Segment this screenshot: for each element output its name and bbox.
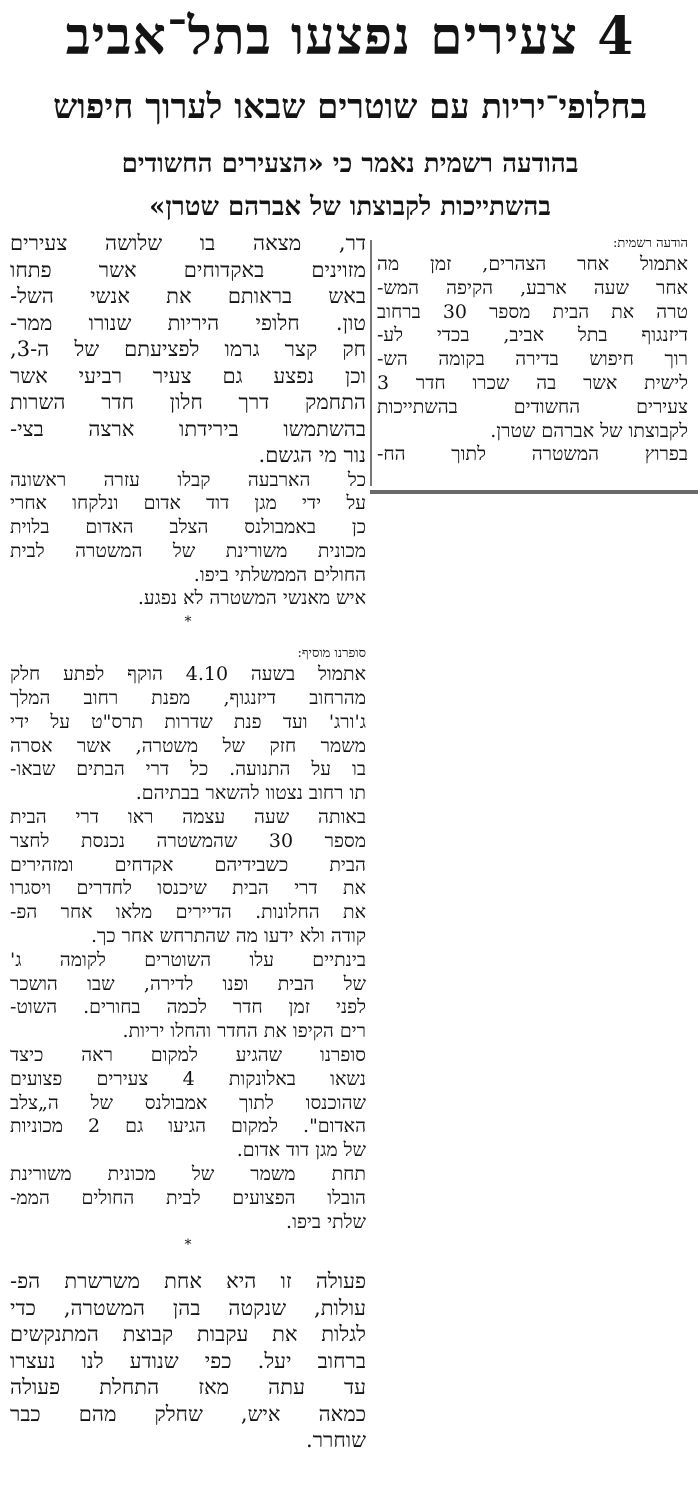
text-line: איש מאנשי המשטרה לא נפגע.	[137, 587, 366, 610]
text-line: מהרחוב דיזנגוף, מפנת רחוב המלך	[10, 687, 366, 710]
text-line: באש בראותם את אנשי השל-	[10, 284, 366, 308]
article-paragraph	[10, 806, 366, 949]
column-end-rule	[370, 490, 698, 494]
article-paragraph	[377, 253, 688, 467]
deck-line-2: בהשתייכות לקבוצתו של אברהם שטרן»	[149, 192, 551, 222]
section-separator-asterisk: *	[184, 614, 192, 631]
text-line: אחר שעה ארבע, הקיפה המש-	[377, 276, 688, 299]
subheadline: בחלופי־יריות עם שוטרים שבאו לערוך חיפוש	[53, 87, 647, 127]
left-column	[10, 230, 366, 1454]
text-line: אתמול אחר הצהרים, זמן מה	[377, 253, 688, 275]
text-line: החולים הממשלתי ביפו.	[193, 563, 366, 586]
correspondent-label: סופרנו מוסיף:	[297, 646, 366, 662]
text-line: כן באמבולנס הצלב האדום בלוית	[10, 516, 366, 539]
text-line: טון. חלופי היריות שנורו ממר-	[10, 310, 366, 335]
text-line: בפרוץ המשטרה לתוך הח-	[377, 443, 688, 466]
text-line: דר, מצאה בו שלושה צעירים	[10, 231, 366, 255]
article-paragraph	[10, 663, 366, 806]
text-line: עולות, שנקטה בהן המשטרה, כדי	[10, 1295, 366, 1320]
text-line: בו על התנועה. כל דרי הבתים שבאו-	[10, 758, 366, 781]
text-line: תחת משמר של מכונית משורינת	[10, 1163, 366, 1186]
article-paragraph	[10, 1268, 366, 1454]
text-line: תו רחוב נצטוו להשאר בבתיהם.	[135, 782, 366, 805]
text-line: לישית אשר בה שכרו חדר 3	[377, 371, 688, 394]
text-line: בהשתמשו בירידתו ארצה בצי-	[10, 416, 366, 441]
text-line: נשאו באלונקות 4 צעירים פצועים	[10, 1067, 366, 1090]
text-line: משמר חזק של משטרה, אשר אסרה	[10, 734, 366, 757]
text-line: לפני זמן חדר לכמה בחורים. השוט-	[10, 996, 366, 1019]
text-line: ברחוב יעל. כפי שנודע לנו נעצרו	[10, 1348, 366, 1373]
text-line: שוחרר.	[306, 1428, 366, 1453]
text-line: של הבית ופנו לדירה, שבו הושכר	[10, 972, 366, 995]
official-statement-label: הודעה רשמית:	[612, 236, 688, 251]
text-line: הובלו הפצועים לבית החולים הממ-	[10, 1186, 366, 1209]
text-line: נור מי הגשם.	[258, 443, 366, 467]
text-line: טרה את הבית מספר 30 ברחוב	[377, 300, 689, 323]
text-line: מספר 30 שהמשטרה נכנסת לחצר	[10, 829, 366, 852]
text-line: האדום". למקום הגיעו גם 2 מכוניות	[10, 1115, 366, 1138]
article-paragraph	[10, 949, 366, 1044]
section-separator-asterisk: *	[184, 1237, 192, 1254]
text-line: רים הקיפו את החדר והחלו יריות.	[122, 1020, 366, 1043]
text-line: וכן נפצע גם צעיר רביעי אשר	[10, 363, 366, 388]
text-line: התחמק דרך חלון חדר השרות	[10, 390, 366, 414]
article-paragraph	[10, 1163, 366, 1234]
text-line: שהוכנסו לתוך אמבולנס של ה„צלב	[10, 1091, 366, 1114]
text-line: פעולה זו היא אחת משרשרת הפ-	[10, 1269, 366, 1294]
text-line: באותה שעה עצמה ראו דרי הבית	[10, 806, 366, 829]
text-line: ג'ורג' ועד פנת שדרות תרס"ט על ידי	[10, 710, 366, 733]
deck-line-1: בהודעה רשמית נאמר כי «הצעירים החשודים	[121, 149, 579, 179]
text-line: דיזנגוף בתל אביב, בכדי לע-	[377, 324, 688, 347]
text-line: כמאה איש, שחלק מהם כבר	[10, 1401, 366, 1426]
headline: 4 צעירים נפצעו בתל־אביב	[65, 6, 635, 67]
text-line: מזוינים באקדוחים אשר פתחו	[10, 257, 366, 282]
text-line: הבית כשבידיהם אקדחים ומזהירים	[10, 853, 366, 876]
text-line: אתמול בשעה 4.10 הוקף לפתע חלק	[10, 663, 366, 686]
text-line: לגלות את עקבות קבוצת המתנקשים	[10, 1322, 366, 1347]
text-line: חק קצר גרמו לפציעתם של ה-3,	[10, 337, 366, 361]
text-line: את החלונות. הדיירים מלאו אחר הפ-	[10, 901, 366, 924]
article-paragraph	[10, 1044, 366, 1163]
text-line: מכונית משורינת של המשטרה לבית	[10, 539, 366, 562]
text-line: על ידי מגן דוד אדום ונלקחו אחרי	[10, 492, 366, 515]
text-line: שלתי ביפו.	[286, 1210, 366, 1233]
text-line: עד עתה מאז התחלת פעולה	[10, 1375, 366, 1400]
text-line: סופרנו שהגיע למקום ראה כיצד	[10, 1044, 366, 1067]
text-line: קודה ולא ידעו מה שהתרחש אחר כך.	[90, 925, 366, 948]
text-line: צעירים החשודים בהשתייכות	[377, 395, 688, 418]
text-line: של מגן דוד אדום.	[236, 1139, 366, 1162]
right-column	[377, 235, 688, 467]
text-line: לקבוצתו של אברהם שטרן.	[490, 419, 688, 442]
text-line: את דרי הבית שיכנסו לחדרים ויסגרו	[10, 877, 366, 900]
article-paragraph	[10, 230, 366, 469]
text-line: בינתיים עלו השוטרים לקומה ג'	[10, 948, 366, 971]
text-line: כל הארבעה קבלו עזרה ראשונה	[10, 468, 366, 491]
text-line: רוך חיפוש בדירה בקומה הש-	[377, 348, 688, 371]
article-paragraph	[10, 587, 366, 611]
article-paragraph	[10, 469, 366, 588]
column-divider	[370, 240, 372, 486]
